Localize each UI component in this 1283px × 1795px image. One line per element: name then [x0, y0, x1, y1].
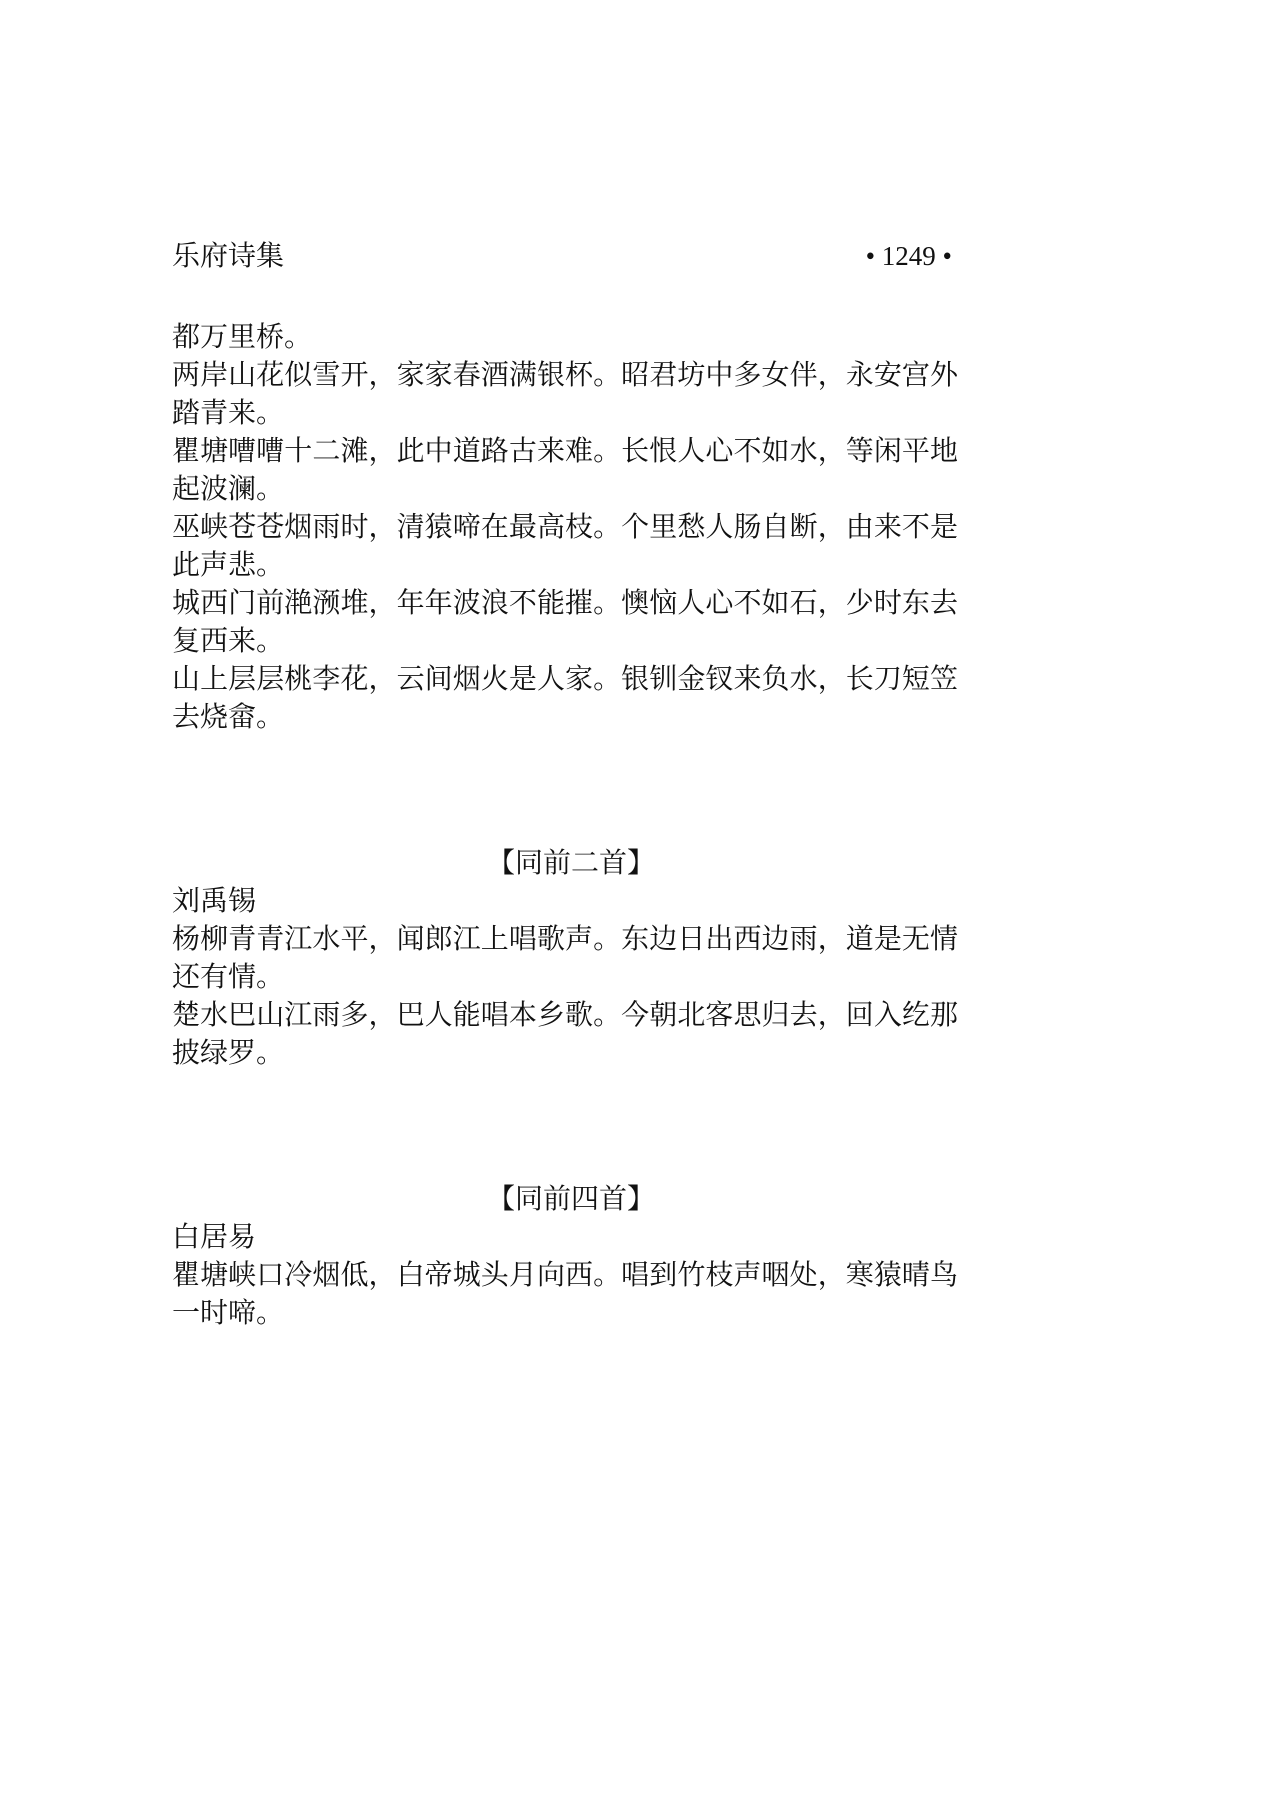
page-number: • 1249 • [865, 241, 952, 271]
poem-section [172, 1180, 958, 1332]
poem-stanza: 巫峡苍苍烟雨时，清猿啼在最高枝。个里愁人肠自断，由来不是此声悲。 [172, 510, 958, 581]
poem-stanza: 都万里桥。 [172, 320, 313, 353]
poem-stanza: 城西门前滟滪堆，年年波浪不能摧。懊恼人心不如石，少时东去复西来。 [172, 586, 958, 657]
poem-author: 刘禹锡 [172, 884, 257, 917]
poem-stanza: 杨柳青青江水平，闻郎江上唱歌声。东边日出西边雨，道是无情还有情。 [172, 922, 958, 993]
poem-stanza: 两岸山花似雪开，家家春酒满银杯。昭君坊中多女伴，永安宫外踏青来。 [172, 358, 958, 429]
poem-stanza: 瞿塘峡口冷烟低，白帝城头月向西。唱到竹枝声咽处，寒猿晴鸟一时啼。 [172, 1258, 958, 1329]
book-title: 乐府诗集 [172, 239, 285, 272]
poem-stanza: 山上层层桃李花，云间烟火是人家。银钏金钗来负水，长刀短笠去烧畲。 [172, 662, 958, 733]
running-header [172, 234, 958, 278]
poem-author: 白居易 [172, 1220, 257, 1253]
poem-stanza: 瞿塘嘈嘈十二滩，此中道路古来难。长恨人心不如水，等闲平地起波澜。 [172, 434, 958, 505]
poem-stanza: 楚水巴山江雨多，巴人能唱本乡歌。今朝北客思归去，回入纥那披绿罗。 [172, 998, 958, 1069]
poem-section [172, 844, 958, 1072]
document-page [172, 234, 958, 1332]
section-title: 【同前二首】 [486, 846, 655, 879]
section-title: 【同前四首】 [486, 1182, 655, 1215]
continued-poem [172, 318, 958, 736]
